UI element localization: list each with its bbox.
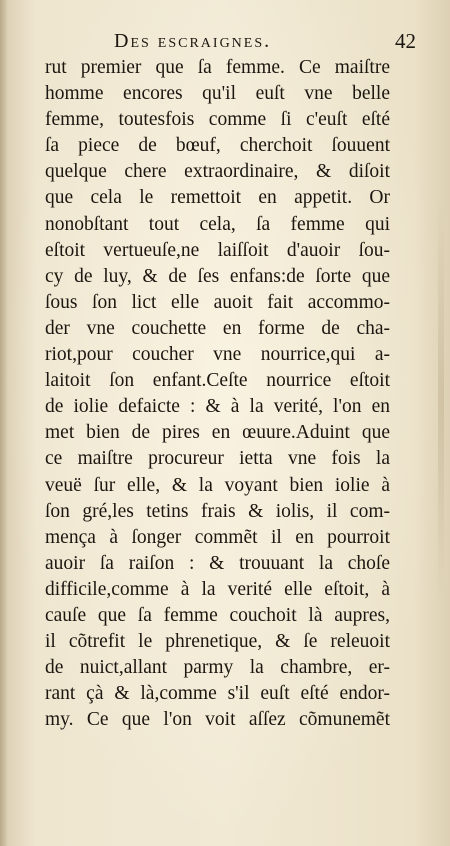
page-edge-stain	[438, 200, 444, 600]
page-gutter-shadow	[0, 0, 8, 846]
text-line: eſtoit vertueuſe,ne laiſſoit d'auoir ſou-	[45, 239, 390, 261]
text-line: rant çà & là,comme s'il euſt eſté endor-	[45, 683, 390, 705]
text-line: veuë ſur elle, & la voyant bien iolie à	[45, 474, 390, 496]
running-head: Des escraignes.	[114, 30, 272, 52]
body-text	[45, 55, 390, 733]
text-line: ſa piece de bœuf, cherchoit ſouuent	[45, 135, 390, 157]
text-line: riot,pour coucher vne nourrice,qui a-	[45, 344, 390, 366]
text-line: quelque chere extraordinaire, & diſoit	[45, 161, 390, 183]
text-line: cauſe que ſa femme couchoit là aupres,	[45, 604, 390, 626]
text-line: rut premier que ſa femme. Ce maiſtre	[45, 57, 390, 78]
text-line: auoir ſa raiſon : & trouuant la choſe	[45, 552, 390, 574]
text-line: femme, toutesfois comme ſi c'euſt eſté	[45, 109, 390, 131]
text-line: met bien de pires en œuure.Aduint que	[45, 422, 390, 444]
text-line: nonobſtant tout cela, ſa femme qui	[45, 213, 390, 235]
text-line: de iolie defaicte : & à la verité, l'on en	[45, 396, 390, 418]
page-number: 42	[395, 29, 416, 53]
text-line: mença à ſonger commẽt il en pourroit	[45, 526, 390, 548]
text-line: ſous ſon lict elle auoit fait accommo-	[45, 291, 390, 313]
text-line: laitoit ſon enfant.Ceſte nourrice eſtoit	[45, 370, 390, 392]
page-header	[44, 28, 416, 54]
text-line: der vne couchette en forme de cha-	[45, 317, 390, 339]
text-line: ce maiſtre procureur ietta vne fois la	[45, 448, 390, 470]
text-line: de nuict,allant parmy la chambre, er-	[45, 657, 390, 679]
text-line: que cela le remettoit en appetit. Or	[45, 187, 390, 209]
text-line: ſon gré,les tetins frais & iolis, il com-	[45, 500, 390, 522]
text-line: homme encores qu'il euſt vne belle	[45, 83, 390, 105]
text-line: my. Ce que l'on voit aſſez cõmunemẽt	[45, 709, 390, 731]
text-line: difficile,comme à la verité elle eſtoit, à	[45, 578, 390, 600]
text-line: il cõtrefit le phrenetique, & ſe releuoit	[45, 631, 390, 653]
text-line: cy de luy, & de ſes enfans:de ſorte que	[45, 265, 390, 287]
